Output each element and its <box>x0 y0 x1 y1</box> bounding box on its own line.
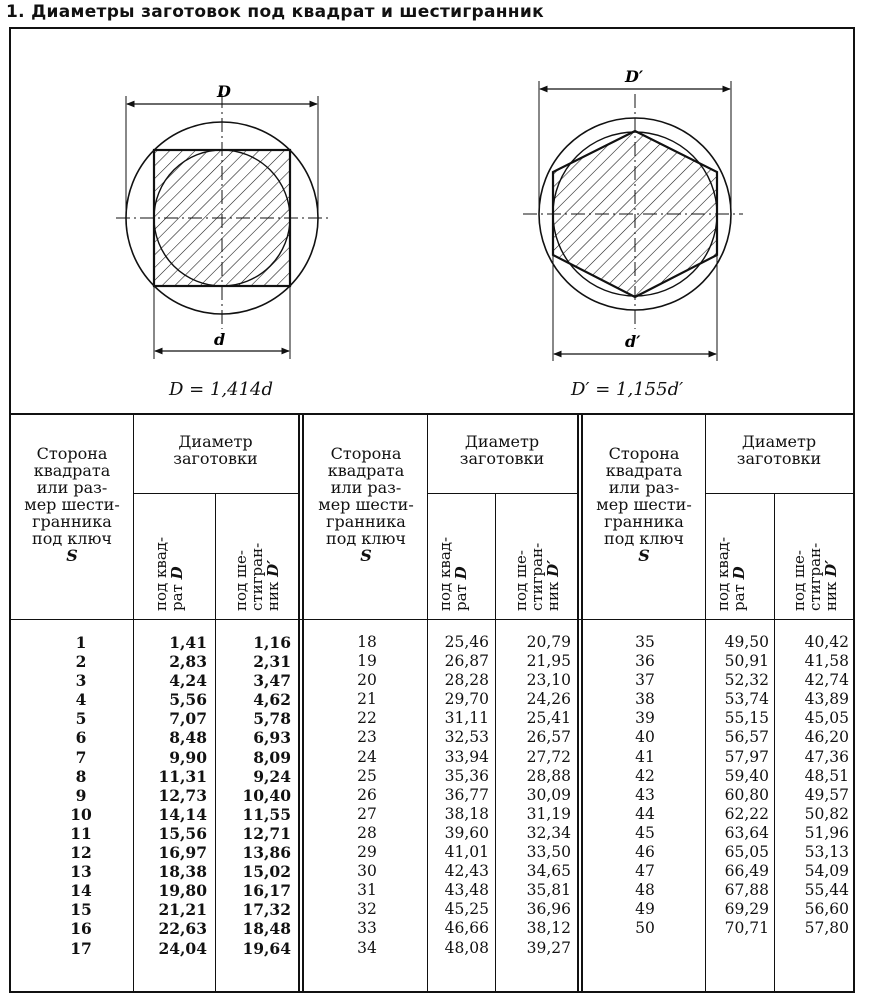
col-dh-1-cell: 2,31 <box>253 652 291 672</box>
col-d-2-cell: 32,53 <box>444 728 489 747</box>
header-diameter-2: Диаметр заготовки <box>459 432 545 468</box>
col-dh-2-cell: 24,26 <box>526 690 571 709</box>
figure-area <box>11 29 853 414</box>
grid-v3 <box>298 415 300 991</box>
col-s-2-cell: 27 <box>357 804 377 823</box>
col-d-3-cell: 63,64 <box>724 823 769 842</box>
col-s-3-cell: 48 <box>635 881 655 900</box>
col-dh-1-cell: 16,17 <box>242 881 291 901</box>
col-dh-1-cell: 15,02 <box>242 862 291 882</box>
grid-v8 <box>774 493 775 991</box>
header-hex-3: под ше- стигран- ник D′ <box>790 542 840 611</box>
col-dh-1-cell: 5,78 <box>253 709 291 729</box>
square-label-d: d <box>214 330 226 349</box>
header-side-3: Сторона квадрата или раз- мер шести- гранника под ключ S <box>596 444 692 565</box>
col-s-2-cell: 23 <box>357 728 377 747</box>
col-dh-2-cell: 36,96 <box>526 900 571 919</box>
col-s-1-cell: 15 <box>70 900 92 920</box>
col-d-3-cell: 52,32 <box>724 671 769 690</box>
col-dh-2-cell: 27,72 <box>526 747 571 766</box>
col-dh-2-cell: 23,10 <box>526 671 571 690</box>
col-s-2-cell: 28 <box>357 823 377 842</box>
col-s-1-cell: 14 <box>70 881 92 901</box>
col-dh-3-cell: 48,51 <box>804 766 849 785</box>
col-dh-1-cell: 1,16 <box>253 633 291 652</box>
col-dh-3 <box>781 633 849 939</box>
square-formula: D = 1,414d <box>169 379 274 400</box>
col-d-2-cell: 43,48 <box>444 881 489 900</box>
col-d-1-cell: 12,73 <box>158 785 207 805</box>
col-dh-3-cell: 55,44 <box>804 881 849 900</box>
col-s-2-cell: 18 <box>357 633 377 651</box>
col-d-3 <box>705 633 769 939</box>
col-d-2-cell: 33,94 <box>444 747 489 766</box>
col-d-2-cell: 31,11 <box>444 709 489 728</box>
col-dh-2-cell: 34,65 <box>526 862 571 881</box>
col-dh-2-cell: 38,12 <box>526 919 571 938</box>
col-d-1-cell: 24,04 <box>158 938 207 958</box>
col-s-1-cell: 5 <box>75 709 87 729</box>
col-s-2 <box>337 633 397 958</box>
col-s-3 <box>615 633 675 939</box>
col-dh-3-cell: 42,74 <box>804 671 849 690</box>
col-d-1-cell: 9,90 <box>169 747 207 767</box>
col-d-3-cell: 53,74 <box>724 690 769 709</box>
col-dh-3-cell: 45,05 <box>804 709 849 728</box>
col-d-2-cell: 46,66 <box>444 919 489 938</box>
col-s-1 <box>51 633 111 958</box>
col-d-1-cell: 16,97 <box>158 843 207 863</box>
col-d-2 <box>427 633 489 958</box>
col-d-3-cell: 57,97 <box>724 747 769 766</box>
col-dh-1-cell: 9,24 <box>253 766 291 786</box>
col-s-3-cell: 46 <box>635 843 655 862</box>
col-d-1-cell: 1,41 <box>169 633 207 652</box>
hex-formula: D′ = 1,155d′ <box>571 379 684 400</box>
col-s-2-cell: 19 <box>357 652 377 671</box>
col-s-1-cell: 13 <box>70 862 92 882</box>
col-dh-2-cell: 39,27 <box>526 938 571 957</box>
col-s-2-cell: 33 <box>357 919 377 938</box>
col-dh-2-cell: 31,19 <box>526 804 571 823</box>
col-s-3-cell: 41 <box>635 747 655 766</box>
col-dh-2-cell: 20,79 <box>526 633 571 651</box>
col-d-2-cell: 28,28 <box>444 671 489 690</box>
col-d-1-cell: 14,14 <box>158 804 207 824</box>
col-dh-2-cell: 26,57 <box>526 728 571 747</box>
col-s-2-cell: 29 <box>357 843 377 862</box>
header-diameter-3: Диаметр заготовки <box>736 432 822 468</box>
col-dh-2-cell: 28,88 <box>526 766 571 785</box>
col-s-3-cell: 36 <box>635 652 655 671</box>
col-dh-1 <box>223 633 291 958</box>
page-title: 1. Диаметры заготовок под квадрат и шестигранник <box>6 2 544 22</box>
col-dh-1-cell: 18,48 <box>242 919 291 939</box>
col-s-3-cell: 40 <box>635 728 655 747</box>
col-s-1-cell: 12 <box>70 843 92 863</box>
col-dh-2-cell: 32,34 <box>526 823 571 842</box>
col-s-1-cell: 16 <box>70 919 92 939</box>
grid-h-diam3 <box>705 493 853 494</box>
col-d-3-cell: 69,29 <box>724 900 769 919</box>
col-d-1-cell: 8,48 <box>169 728 207 748</box>
col-dh-2-cell: 21,95 <box>526 652 571 671</box>
col-d-2-cell: 36,77 <box>444 785 489 804</box>
figures-svg <box>11 29 853 414</box>
col-d-1-cell: 5,56 <box>169 690 207 710</box>
col-s-3-cell: 45 <box>635 823 655 842</box>
col-s-2-cell: 20 <box>357 671 377 690</box>
col-dh-3-cell: 43,89 <box>804 690 849 709</box>
col-dh-2-cell: 30,09 <box>526 785 571 804</box>
col-s-1-cell: 17 <box>70 938 92 958</box>
col-d-3-cell: 50,91 <box>724 652 769 671</box>
col-s-3-cell: 50 <box>635 919 655 938</box>
col-dh-3-cell: 53,13 <box>804 843 849 862</box>
grid-v2 <box>215 493 216 991</box>
col-d-3-cell: 59,40 <box>724 766 769 785</box>
col-d-1-cell: 21,21 <box>158 900 207 920</box>
col-dh-1-cell: 19,64 <box>242 938 291 958</box>
col-dh-3-cell: 56,60 <box>804 900 849 919</box>
col-s-1-cell: 4 <box>75 690 87 710</box>
col-s-2-cell: 32 <box>357 900 377 919</box>
col-s-3-cell: 42 <box>635 766 655 785</box>
col-d-1-cell: 18,38 <box>158 862 207 882</box>
col-dh-1-cell: 13,86 <box>242 843 291 863</box>
col-s-2-cell: 24 <box>357 747 377 766</box>
col-d-3-cell: 67,88 <box>724 881 769 900</box>
grid-h-header <box>11 619 853 620</box>
col-dh-1-cell: 4,62 <box>253 690 291 710</box>
col-d-1-cell: 19,80 <box>158 881 207 901</box>
col-s-3-cell: 49 <box>635 900 655 919</box>
col-dh-3-cell: 47,36 <box>804 747 849 766</box>
col-s-1-cell: 6 <box>75 728 87 748</box>
col-s-2-cell: 34 <box>357 938 377 957</box>
col-dh-2-cell: 33,50 <box>526 843 571 862</box>
col-d-2-cell: 26,87 <box>444 652 489 671</box>
col-s-2-cell: 26 <box>357 785 377 804</box>
square-figure <box>116 94 329 359</box>
col-s-2-cell: 30 <box>357 862 377 881</box>
col-d-3-cell: 70,71 <box>724 919 769 938</box>
col-d-2-cell: 48,08 <box>444 938 489 957</box>
col-d-1-cell: 11,31 <box>158 766 207 786</box>
col-dh-3-cell: 40,42 <box>804 633 849 651</box>
col-d-1-cell: 2,83 <box>169 652 207 672</box>
col-d-2-cell: 35,36 <box>444 766 489 785</box>
header-side-2: Сторона квадрата или раз- мер шести- гранника под ключ S <box>318 444 414 565</box>
square-label-D: D <box>217 82 231 101</box>
diameters-table <box>11 415 853 991</box>
col-s-1-cell: 11 <box>70 823 92 843</box>
col-dh-2 <box>501 633 571 958</box>
col-d-3-cell: 66,49 <box>724 862 769 881</box>
header-side-1: Сторона квадрата или раз- мер шести- гранника под ключ S <box>24 444 120 565</box>
col-d-3-cell: 62,22 <box>724 804 769 823</box>
header-hex-1: под ше- стигран- ник D′ <box>232 542 282 611</box>
col-dh-1-cell: 17,32 <box>242 900 291 920</box>
col-s-3-cell: 47 <box>635 862 655 881</box>
col-dh-1-cell: 10,40 <box>242 785 291 805</box>
col-s-2-cell: 22 <box>357 709 377 728</box>
col-d-1-cell: 7,07 <box>169 709 207 729</box>
col-dh-1-cell: 3,47 <box>253 671 291 691</box>
col-dh-3-cell: 41,58 <box>804 652 849 671</box>
header-hex-2: под ше- стигран- ник D′ <box>512 542 562 611</box>
col-d-2-cell: 42,43 <box>444 862 489 881</box>
header-square-2: под квад- рат D <box>436 536 470 611</box>
col-d-3-cell: 56,57 <box>724 728 769 747</box>
col-d-2-cell: 41,01 <box>444 843 489 862</box>
col-s-2-cell: 31 <box>357 881 377 900</box>
header-diameter-1: Диаметр заготовки <box>173 432 258 468</box>
col-d-2-cell: 45,25 <box>444 900 489 919</box>
hex-label-d: d′ <box>625 332 641 351</box>
col-s-1-cell: 8 <box>75 766 87 786</box>
col-d-1-cell: 22,63 <box>158 919 207 939</box>
grid-h-diam2 <box>427 493 577 494</box>
col-dh-3-cell: 51,96 <box>804 823 849 842</box>
grid-v6 <box>577 415 579 991</box>
col-s-3-cell: 43 <box>635 785 655 804</box>
col-d-3-cell: 60,80 <box>724 785 769 804</box>
col-dh-1-cell: 8,09 <box>253 747 291 767</box>
col-d-1 <box>141 633 207 958</box>
hex-figure <box>523 81 743 361</box>
col-d-3-cell: 55,15 <box>724 709 769 728</box>
col-s-3-cell: 44 <box>635 804 655 823</box>
col-d-2-cell: 38,18 <box>444 804 489 823</box>
header-square-3: под квад- рат D <box>714 536 748 611</box>
col-dh-3-cell: 46,20 <box>804 728 849 747</box>
header-square-1: под квад- рат D <box>152 536 186 611</box>
col-d-2-cell: 25,46 <box>444 633 489 651</box>
col-s-1-cell: 2 <box>75 652 87 672</box>
hex-label-D: D′ <box>625 67 644 86</box>
col-d-3-cell: 49,50 <box>724 633 769 651</box>
col-dh-3-cell: 57,80 <box>804 919 849 938</box>
col-s-2-cell: 25 <box>357 766 377 785</box>
col-d-2-cell: 29,70 <box>444 690 489 709</box>
grid-v5 <box>495 493 496 991</box>
col-dh-3-cell: 50,82 <box>804 804 849 823</box>
col-s-3-cell: 37 <box>635 671 655 690</box>
col-s-1-cell: 10 <box>70 804 92 824</box>
col-dh-1-cell: 12,71 <box>242 823 291 843</box>
col-d-1-cell: 4,24 <box>169 671 207 691</box>
col-s-1-cell: 1 <box>75 633 87 652</box>
col-d-1-cell: 15,56 <box>158 823 207 843</box>
grid-h-diam1 <box>133 493 298 494</box>
col-s-3-cell: 38 <box>635 690 655 709</box>
col-dh-1-cell: 6,93 <box>253 728 291 748</box>
col-s-3-cell: 39 <box>635 709 655 728</box>
col-d-2-cell: 39,60 <box>444 823 489 842</box>
col-s-1-cell: 9 <box>75 785 87 805</box>
col-s-1-cell: 3 <box>75 671 87 691</box>
col-s-3-cell: 35 <box>635 633 655 651</box>
col-dh-2-cell: 25,41 <box>526 709 571 728</box>
col-d-3-cell: 65,05 <box>724 843 769 862</box>
table-frame <box>9 27 855 993</box>
col-s-1-cell: 7 <box>75 747 87 767</box>
col-s-2-cell: 21 <box>357 690 377 709</box>
col-dh-1-cell: 11,55 <box>242 804 291 824</box>
col-dh-3-cell: 49,57 <box>804 785 849 804</box>
col-dh-3-cell: 54,09 <box>804 862 849 881</box>
col-dh-2-cell: 35,81 <box>526 881 571 900</box>
